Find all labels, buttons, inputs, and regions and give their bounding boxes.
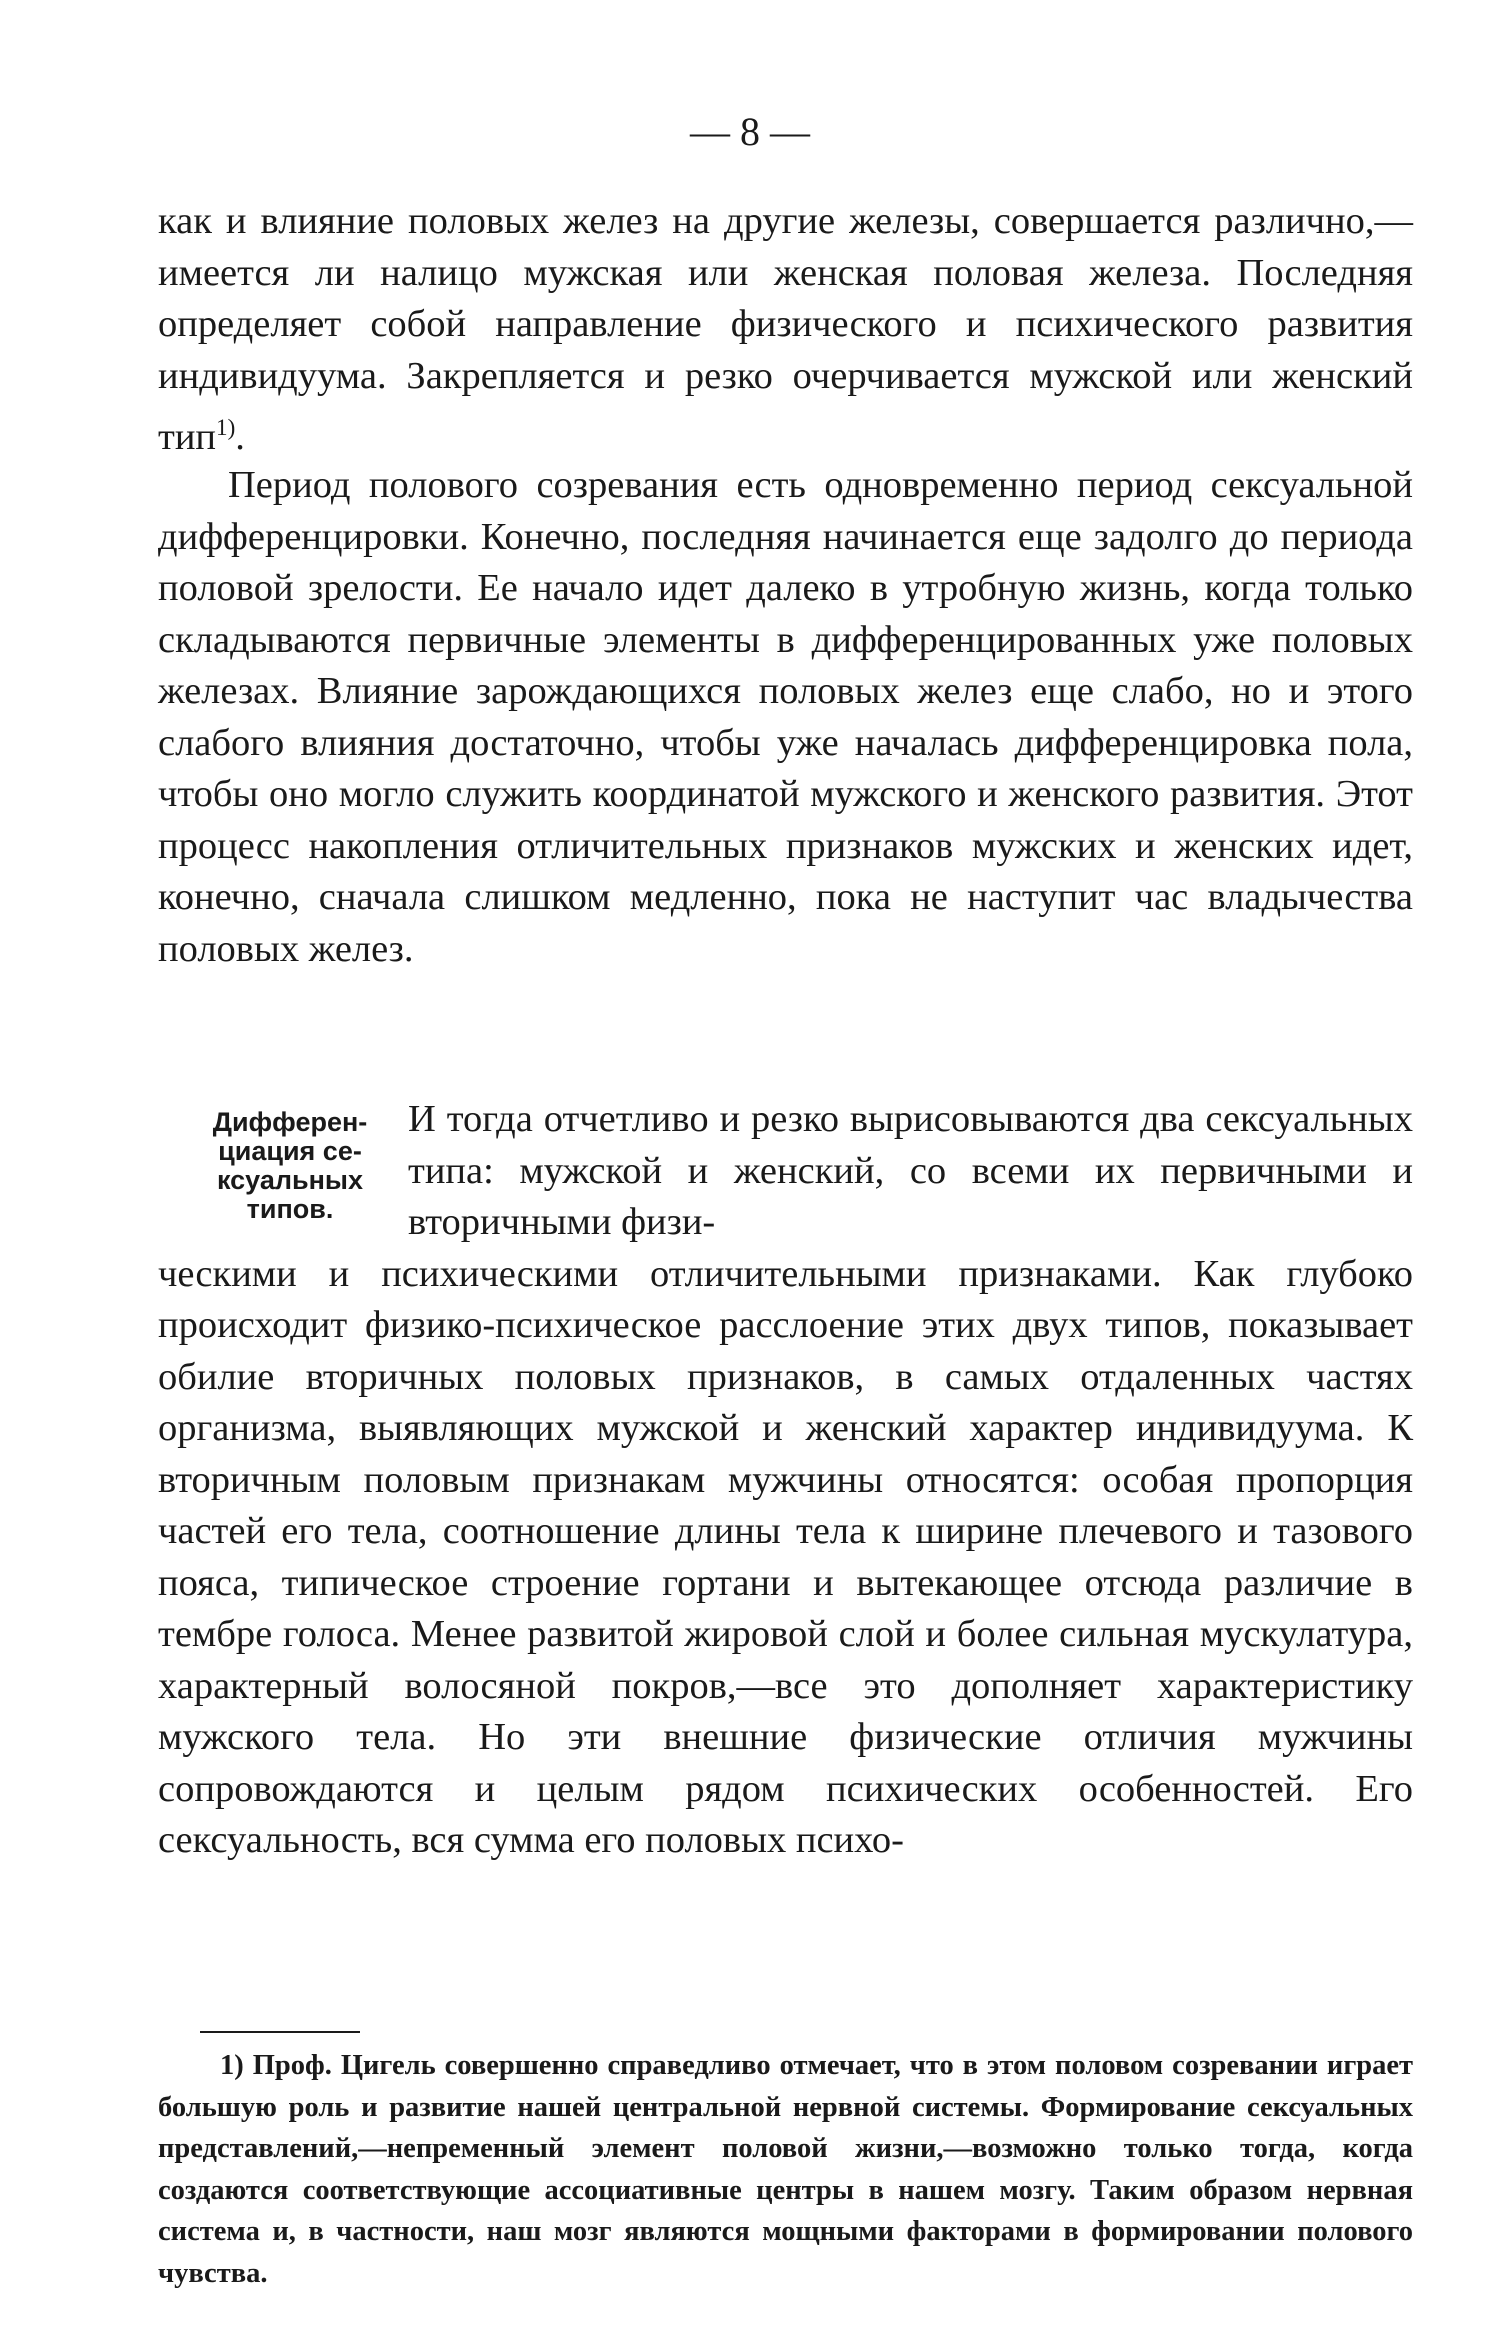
footnote-divider: [200, 2031, 360, 2033]
footnote-text: Проф. Цигель совершенно справедливо отмечает, что в этом половом созревании играет большую роль и развитие нашей центральной нервной системы. Формирование сексуальных представлений,—непременный элемент половой жизни,—возможно только тогда, когда создаются соответствующие ассоциативные центры в нашем мозгу. Таким образом нервная система и, в частности, наш мозг являются мощными факторами в формировании полового чувства.: [158, 2050, 1414, 2289]
margin-heading-line: ксуальных: [217, 1165, 363, 1195]
paragraph-2-text: Период полового созревания есть одновременно период сексуальной дифференцировки. Конечно, последняя начинается еще задолго до периода половой зрелости. Ее начало идет далеко в утробную жизнь, когда только складываются первичные элементы в дифференцированных уже половых железах. Влияние зарождающихся половых желез еще слабо, но и этого слабого влияния достаточно, чтобы уже началась дифференцировка пола, чтобы оно могло служить координатой мужского и женского развития. Этот процесс накопления отличительных признаков мужских и женских идет, конечно, сначала слишком медленно, пока не наступит час владычества половых желез.: [158, 464, 1413, 970]
paragraph-1-end: .: [235, 415, 245, 458]
footnote: [158, 2045, 1413, 2294]
paragraph-3-rest: ческими и психическими отличительными признаками. Как глубоко происходит физико-психическое расслоение этих двух типов, показывает обилие вторичных половых признаков, в самых отдаленных частях организма, выявляющих мужской и женский характер индивидуума. К вторичным половым признакам мужчины относятся: особая пропорция частей его тела, соотношение длины тела к ширине плечевого и тазового пояса, типическое строение гортани и вытекающее отсюда различие в тембре голоса. Менее развитой жировой слой и более сильная мускулатура, характерный волосяной покров,—все это дополняет характеристику мужского тела. Но эти внешние физические отличия мужчины сопровождаются и целым рядом психических особенностей. Его сексуальность, вся сумма его половых психо-: [158, 1252, 1413, 1861]
margin-heading-line: циация се-: [218, 1136, 362, 1166]
margin-heading-line: типов.: [246, 1194, 334, 1224]
paragraph-3-start: И тогда отчетливо и резко вырисовываются два сексуальных типа: мужской и женский, со всеми их первичными и вторичными физи-: [408, 1098, 1413, 1243]
page-number: — 8 —: [690, 109, 810, 154]
paragraph-3: [158, 1094, 1413, 1867]
paragraph-1: [158, 196, 1413, 463]
footnote-mark: 1): [220, 2050, 244, 2081]
paragraph-1-text: как и влияние половых желез на другие железы, совершается различно,—имеется ли налицо мужская или женская половая железа. Последняя определяет собой направление физического и психического развития индивидуума. Закрепляется и резко очерчивается мужской или женский тип: [158, 200, 1413, 458]
footnote-reference[interactable]: 1): [216, 414, 236, 440]
paragraph-2: [158, 460, 1413, 975]
margin-heading-line: Дифферен-: [212, 1107, 368, 1137]
